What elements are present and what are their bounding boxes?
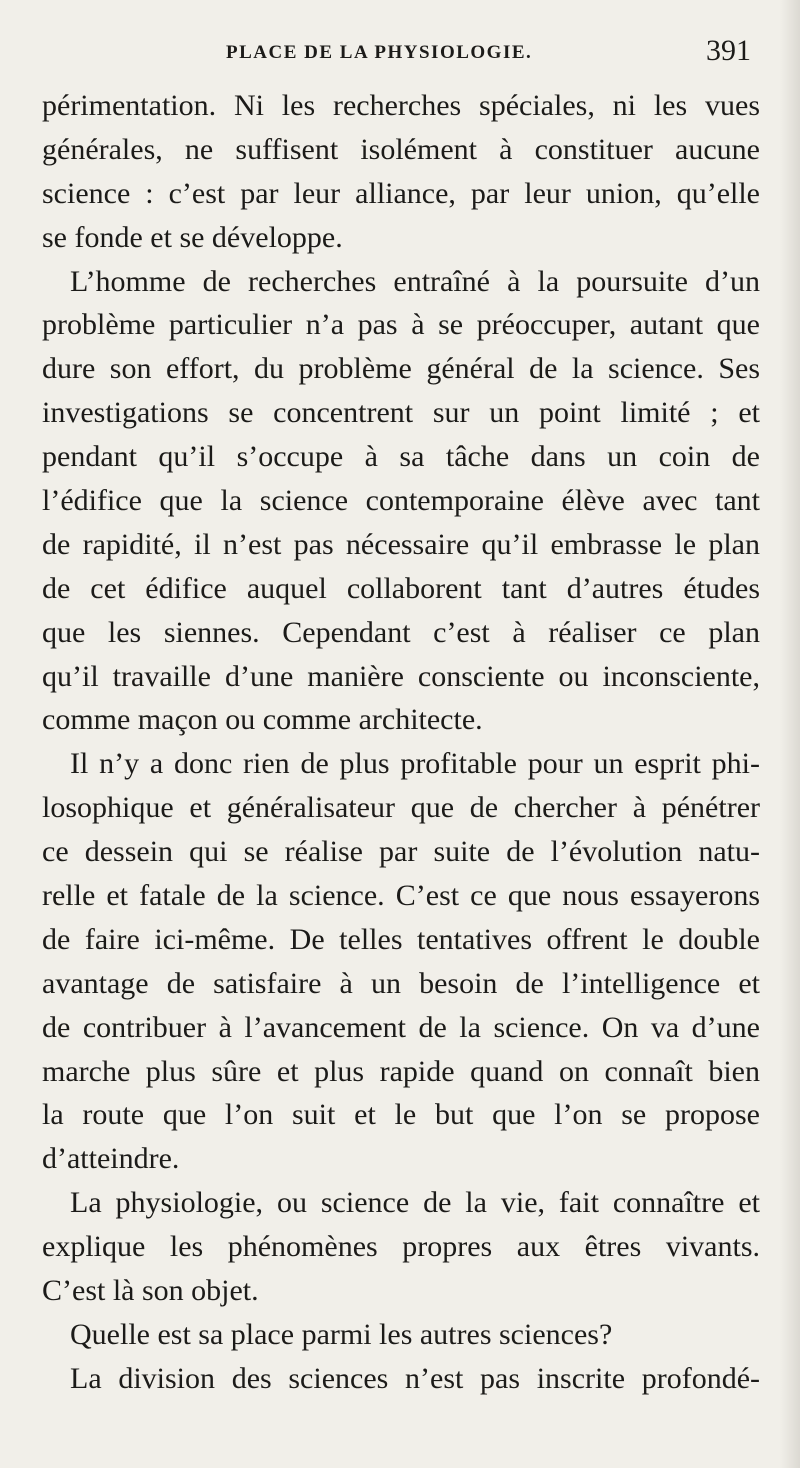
text-line: avantage de satisfaire à un besoin de l’intelligence et bbox=[42, 966, 760, 1000]
text-line: qu’il travaille d’une manière consciente ou inconsciente, bbox=[42, 659, 760, 693]
text-line: explique les phénomènes propres aux êtres vivants. bbox=[42, 1230, 760, 1264]
text-line: Quelle est sa place parmi les autres sciences? bbox=[70, 1317, 613, 1351]
text-line: la route que l’on suit et le but que l’on se propose bbox=[42, 1098, 760, 1132]
text-line: de rapidité, il n’est pas nécessaire qu’il embrasse le plan bbox=[42, 527, 760, 561]
text-line: La division des sciences n’est pas inscrite profondé- bbox=[70, 1361, 760, 1395]
text-line: La physiologie, ou science de la vie, fait connaître et bbox=[70, 1186, 760, 1220]
text-line: d’atteindre. bbox=[42, 1142, 180, 1176]
text-line: investigations se concentrent sur un point limité ; et bbox=[42, 396, 760, 430]
text-line: de faire ici-même. De telles tentatives offrent le double bbox=[42, 922, 760, 956]
text-line: se fonde et se développe. bbox=[42, 220, 343, 254]
text-line: que les siennes. Cependant c’est à réaliser ce plan bbox=[42, 615, 760, 649]
text-line: périmentation. Ni les recherches spéciales, ni les vues bbox=[42, 89, 760, 122]
text-line: de contribuer à l’avancement de la science. On va d’une bbox=[42, 1010, 760, 1044]
page-edge-shadow bbox=[780, 0, 800, 1468]
page-number: 391 bbox=[706, 34, 751, 67]
text-line: problème particulier n’a pas à se préoccuper, autant que bbox=[42, 308, 760, 342]
text-line: L’homme de recherches entraîné à la poursuite d’un bbox=[70, 264, 760, 298]
page-body bbox=[42, 84, 760, 1401]
text-line: C’est là son objet. bbox=[42, 1274, 259, 1308]
text-line: de cet édifice auquel collaborent tant d’autres études bbox=[42, 571, 760, 605]
text-line: générales, ne suffisent isolément à constituer aucune bbox=[42, 132, 760, 166]
page-header bbox=[0, 30, 800, 74]
text-line: marche plus sûre et plus rapide quand on connaît bien bbox=[42, 1054, 760, 1088]
text-line: losophique et généralisateur que de chercher à pénétrer bbox=[42, 791, 760, 825]
text-line: comme maçon ou comme architecte. bbox=[42, 703, 483, 737]
text-line: l’édifice que la science contemporaine élève avec tant bbox=[42, 484, 760, 518]
text-line: science : c’est par leur alliance, par leur union, qu’elle bbox=[42, 176, 760, 210]
text-line: pendant qu’il s’occupe à sa tâche dans un coin de bbox=[42, 440, 760, 474]
text-line: Il n’y a donc rien de plus profitable pour un esprit phi- bbox=[70, 747, 760, 781]
text-line: ce dessein qui se réalise par suite de l’évolution natu- bbox=[42, 835, 760, 869]
text-line: relle et fatale de la science. C’est ce que nous essayerons bbox=[42, 879, 760, 913]
running-head: PLACE DE LA PHYSIOLOGIE. bbox=[226, 42, 533, 63]
text-line: dure son effort, du problème général de la science. Ses bbox=[42, 352, 760, 386]
